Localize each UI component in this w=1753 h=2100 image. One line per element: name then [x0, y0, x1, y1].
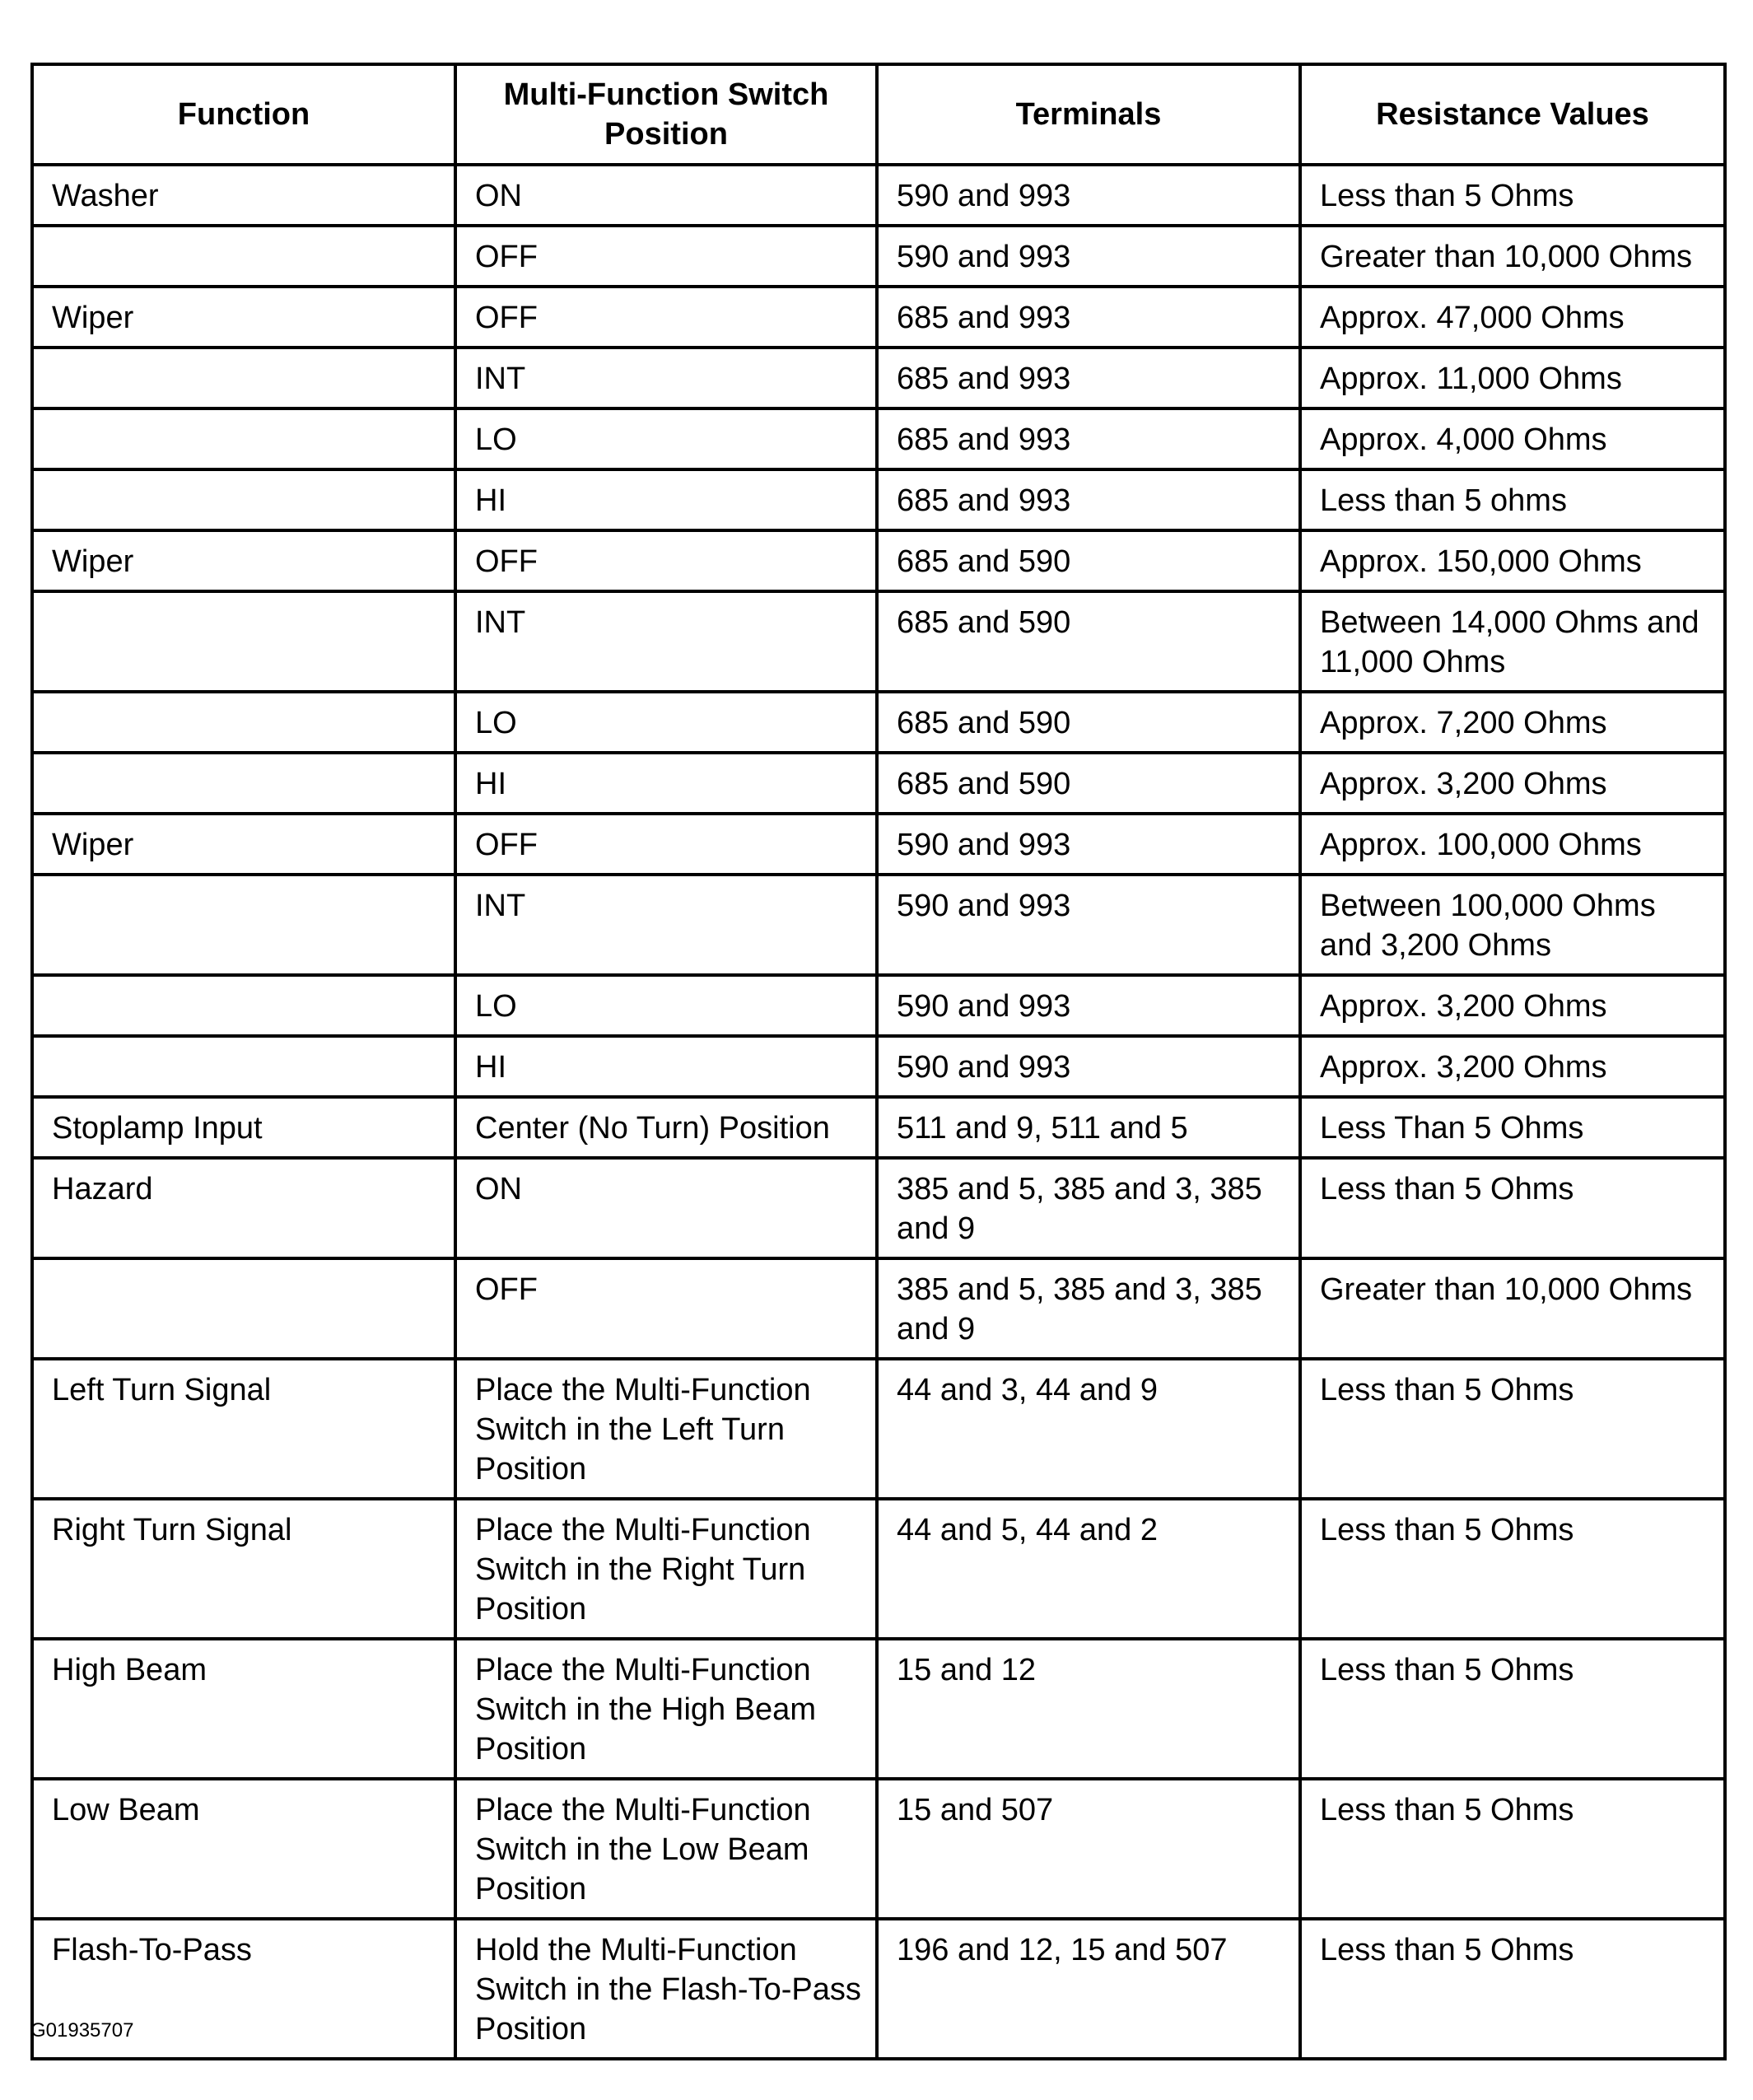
header-terminals: Terminals	[877, 64, 1300, 165]
cell-resistance: Approx. 47,000 Ohms	[1300, 287, 1725, 348]
cell-function: Wiper	[32, 287, 455, 348]
cell-terminals: 385 and 5, 385 and 3, 385 and 9	[877, 1158, 1300, 1258]
cell-resistance: Less than 5 Ohms	[1300, 1359, 1725, 1499]
cell-function	[32, 753, 455, 814]
cell-function	[32, 1258, 455, 1359]
table-row	[32, 1158, 1725, 1258]
table-row	[32, 165, 1725, 226]
table-row	[32, 530, 1725, 591]
cell-terminals: 590 and 993	[877, 814, 1300, 875]
cell-terminals: 385 and 5, 385 and 3, 385 and 9	[877, 1258, 1300, 1359]
cell-resistance: Less Than 5 Ohms	[1300, 1097, 1725, 1158]
cell-switch-position: OFF	[455, 530, 877, 591]
cell-terminals: 44 and 5, 44 and 2	[877, 1499, 1300, 1639]
table-row	[32, 814, 1725, 875]
cell-terminals: 685 and 590	[877, 530, 1300, 591]
cell-switch-position: OFF	[455, 814, 877, 875]
cell-terminals: 685 and 993	[877, 408, 1300, 469]
header-row	[32, 64, 1725, 165]
cell-function	[32, 1036, 455, 1097]
table-header	[32, 64, 1725, 165]
cell-resistance: Less than 5 Ohms	[1300, 1158, 1725, 1258]
cell-switch-position: HI	[455, 753, 877, 814]
table-row	[32, 875, 1725, 975]
cell-terminals: 590 and 993	[877, 165, 1300, 226]
table-row	[32, 1036, 1725, 1097]
cell-function	[32, 469, 455, 530]
cell-terminals: 685 and 993	[877, 348, 1300, 408]
cell-switch-position: ON	[455, 165, 877, 226]
cell-terminals: 44 and 3, 44 and 9	[877, 1359, 1300, 1499]
table-row	[32, 1359, 1725, 1499]
cell-resistance: Approx. 7,200 Ohms	[1300, 692, 1725, 753]
cell-function: Washer	[32, 165, 455, 226]
cell-switch-position: OFF	[455, 1258, 877, 1359]
table-row	[32, 591, 1725, 692]
table-row	[32, 469, 1725, 530]
table-row	[32, 975, 1725, 1036]
cell-function: Stoplamp Input	[32, 1097, 455, 1158]
cell-switch-position: OFF	[455, 287, 877, 348]
cell-resistance: Less than 5 Ohms	[1300, 1919, 1725, 2059]
table-row	[32, 1919, 1725, 2059]
table-row	[32, 1258, 1725, 1359]
cell-function	[32, 408, 455, 469]
cell-function: Wiper	[32, 814, 455, 875]
cell-switch-position: INT	[455, 875, 877, 975]
table-row	[32, 1639, 1725, 1779]
cell-resistance: Approx. 3,200 Ohms	[1300, 1036, 1725, 1097]
cell-terminals: 15 and 507	[877, 1779, 1300, 1919]
cell-resistance: Greater than 10,000 Ohms	[1300, 1258, 1725, 1359]
cell-switch-position: Place the Multi-Function Switch in the Low Beam Position	[455, 1779, 877, 1919]
header-function: Function	[32, 64, 455, 165]
table-row	[32, 1779, 1725, 1919]
cell-function: High Beam	[32, 1639, 455, 1779]
cell-terminals: 685 and 993	[877, 469, 1300, 530]
cell-resistance: Approx. 4,000 Ohms	[1300, 408, 1725, 469]
cell-resistance: Approx. 150,000 Ohms	[1300, 530, 1725, 591]
cell-resistance: Between 14,000 Ohms and 11,000 Ohms	[1300, 591, 1725, 692]
cell-resistance: Less than 5 ohms	[1300, 469, 1725, 530]
header-switch-position: Multi-Function Switch Position	[455, 64, 877, 165]
table-row	[32, 408, 1725, 469]
cell-resistance: Approx. 3,200 Ohms	[1300, 975, 1725, 1036]
cell-switch-position: LO	[455, 975, 877, 1036]
table-row	[32, 1097, 1725, 1158]
cell-resistance: Greater than 10,000 Ohms	[1300, 226, 1725, 287]
cell-resistance: Less than 5 Ohms	[1300, 1499, 1725, 1639]
cell-function	[32, 591, 455, 692]
table-body	[32, 165, 1725, 2059]
cell-switch-position: Place the Multi-Function Switch in the Left Turn Position	[455, 1359, 877, 1499]
table-row	[32, 692, 1725, 753]
cell-resistance: Less than 5 Ohms	[1300, 1639, 1725, 1779]
switch-resistance-table	[30, 63, 1727, 2060]
cell-function: Flash-To-Pass	[32, 1919, 455, 2059]
cell-function: Wiper	[32, 530, 455, 591]
cell-switch-position: HI	[455, 469, 877, 530]
cell-terminals: 590 and 993	[877, 226, 1300, 287]
cell-resistance: Approx. 100,000 Ohms	[1300, 814, 1725, 875]
cell-terminals: 590 and 993	[877, 875, 1300, 975]
cell-switch-position: Hold the Multi-Function Switch in the Flash-To-Pass Position	[455, 1919, 877, 2059]
cell-terminals: 685 and 590	[877, 753, 1300, 814]
cell-function: Hazard	[32, 1158, 455, 1258]
cell-function	[32, 348, 455, 408]
cell-function: Right Turn Signal	[32, 1499, 455, 1639]
table-row	[32, 753, 1725, 814]
header-resistance-values: Resistance Values	[1300, 64, 1725, 165]
cell-function	[32, 975, 455, 1036]
cell-terminals: 511 and 9, 511 and 5	[877, 1097, 1300, 1158]
cell-switch-position: Center (No Turn) Position	[455, 1097, 877, 1158]
cell-terminals: 685 and 993	[877, 287, 1300, 348]
cell-function: Left Turn Signal	[32, 1359, 455, 1499]
cell-terminals: 15 and 12	[877, 1639, 1300, 1779]
cell-function	[32, 875, 455, 975]
cell-terminals: 590 and 993	[877, 1036, 1300, 1097]
cell-function	[32, 226, 455, 287]
cell-function: Low Beam	[32, 1779, 455, 1919]
cell-switch-position: LO	[455, 408, 877, 469]
cell-switch-position: INT	[455, 591, 877, 692]
cell-resistance: Less than 5 Ohms	[1300, 1779, 1725, 1919]
table-row	[32, 1499, 1725, 1639]
cell-terminals: 685 and 590	[877, 692, 1300, 753]
cell-switch-position: OFF	[455, 226, 877, 287]
cell-resistance: Approx. 11,000 Ohms	[1300, 348, 1725, 408]
table-row	[32, 226, 1725, 287]
cell-resistance: Less than 5 Ohms	[1300, 165, 1725, 226]
cell-switch-position: LO	[455, 692, 877, 753]
cell-switch-position: INT	[455, 348, 877, 408]
cell-terminals: 590 and 993	[877, 975, 1300, 1036]
cell-switch-position: Place the Multi-Function Switch in the High Beam Position	[455, 1639, 877, 1779]
table-row	[32, 287, 1725, 348]
cell-function	[32, 692, 455, 753]
cell-switch-position: ON	[455, 1158, 877, 1258]
cell-switch-position: HI	[455, 1036, 877, 1097]
cell-resistance: Approx. 3,200 Ohms	[1300, 753, 1725, 814]
figure-id: G01935707	[30, 2019, 134, 2042]
cell-terminals: 685 and 590	[877, 591, 1300, 692]
cell-terminals: 196 and 12, 15 and 507	[877, 1919, 1300, 2059]
cell-switch-position: Place the Multi-Function Switch in the Right Turn Position	[455, 1499, 877, 1639]
cell-resistance: Between 100,000 Ohms and 3,200 Ohms	[1300, 875, 1725, 975]
table-row	[32, 348, 1725, 408]
